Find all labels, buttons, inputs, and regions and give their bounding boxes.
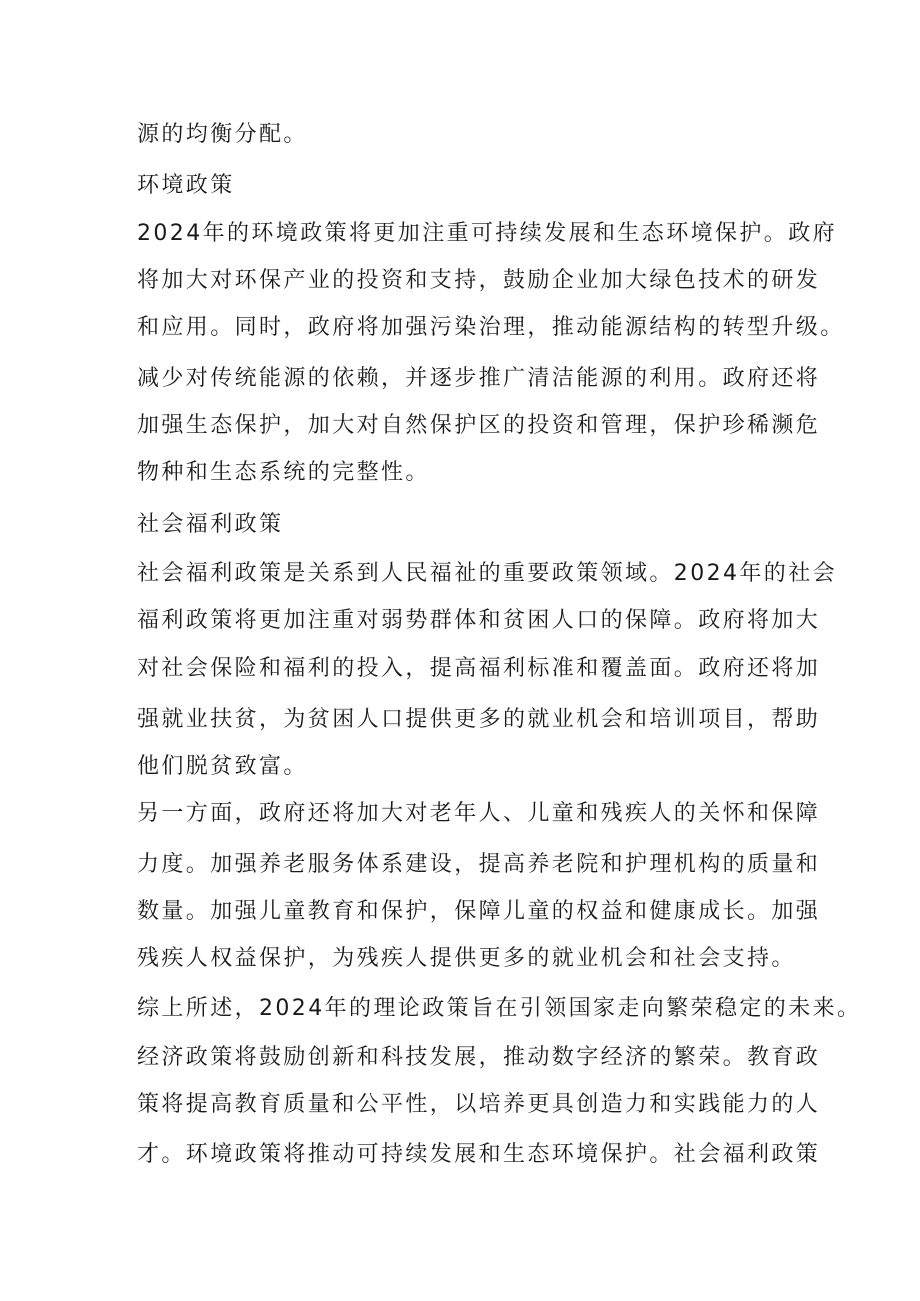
text-line: 残疾人权益保护，为残疾人提供更多的就业机会和社会支持。 bbox=[137, 946, 796, 971]
text-line: 综上所述，2024年的理论政策旨在引领国家走向繁荣稳定的未来。 bbox=[137, 996, 862, 1021]
text-line: 经济政策将鼓励创新和科技发展，推动数字经济的繁荣。教育政 bbox=[137, 1045, 821, 1070]
text-line: 将加大对环保产业的投资和支持，鼓励企业加大绿色技术的研发 bbox=[137, 268, 821, 293]
text-line: 和应用。同时，政府将加强污染治理，推动能源结构的转型升级。 bbox=[137, 315, 845, 340]
text-line: 力度。加强养老服务体系建设，提高养老院和护理机构的质量和 bbox=[137, 852, 821, 877]
text-line: 强就业扶贫，为贫困人口提供更多的就业机会和培训项目，帮助 bbox=[137, 707, 821, 732]
text-line: 才。环境政策将推动可持续发展和生态环境保护。社会福利政策 bbox=[137, 1142, 821, 1167]
text-line: 福利政策将更加注重对弱势群体和贫困人口的保障。政府将加大 bbox=[137, 608, 821, 633]
section-heading-social-welfare: 社会福利政策 bbox=[137, 512, 284, 537]
text-line: 物种和生态系统的完整性。 bbox=[137, 460, 430, 485]
text-line: 社会福利政策是关系到人民福祉的重要政策领域。2024年的社会 bbox=[137, 561, 837, 586]
section-heading-environment: 环境政策 bbox=[137, 173, 235, 198]
text-line: 策将提高教育质量和公平性，以培养更具创造力和实践能力的人 bbox=[137, 1092, 821, 1117]
text-line: 源的均衡分配。 bbox=[137, 122, 308, 147]
text-line: 数量。加强儿童教育和保护，保障儿童的权益和健康成长。加强 bbox=[137, 899, 821, 924]
text-line: 另一方面，政府还将加大对老年人、儿童和残疾人的关怀和保障 bbox=[137, 801, 821, 826]
text-line: 他们脱贫致富。 bbox=[137, 754, 308, 779]
text-line: 对社会保险和福利的投入，提高福利标准和覆盖面。政府还将加 bbox=[137, 656, 821, 681]
text-line: 2024年的环境政策将更加注重可持续发展和生态环境保护。政府 bbox=[137, 221, 837, 246]
text-line: 加强生态保护，加大对自然保护区的投资和管理，保护珍稀濒危 bbox=[137, 413, 821, 438]
text-line: 减少对传统能源的依赖，并逐步推广清洁能源的利用。政府还将 bbox=[137, 366, 821, 391]
